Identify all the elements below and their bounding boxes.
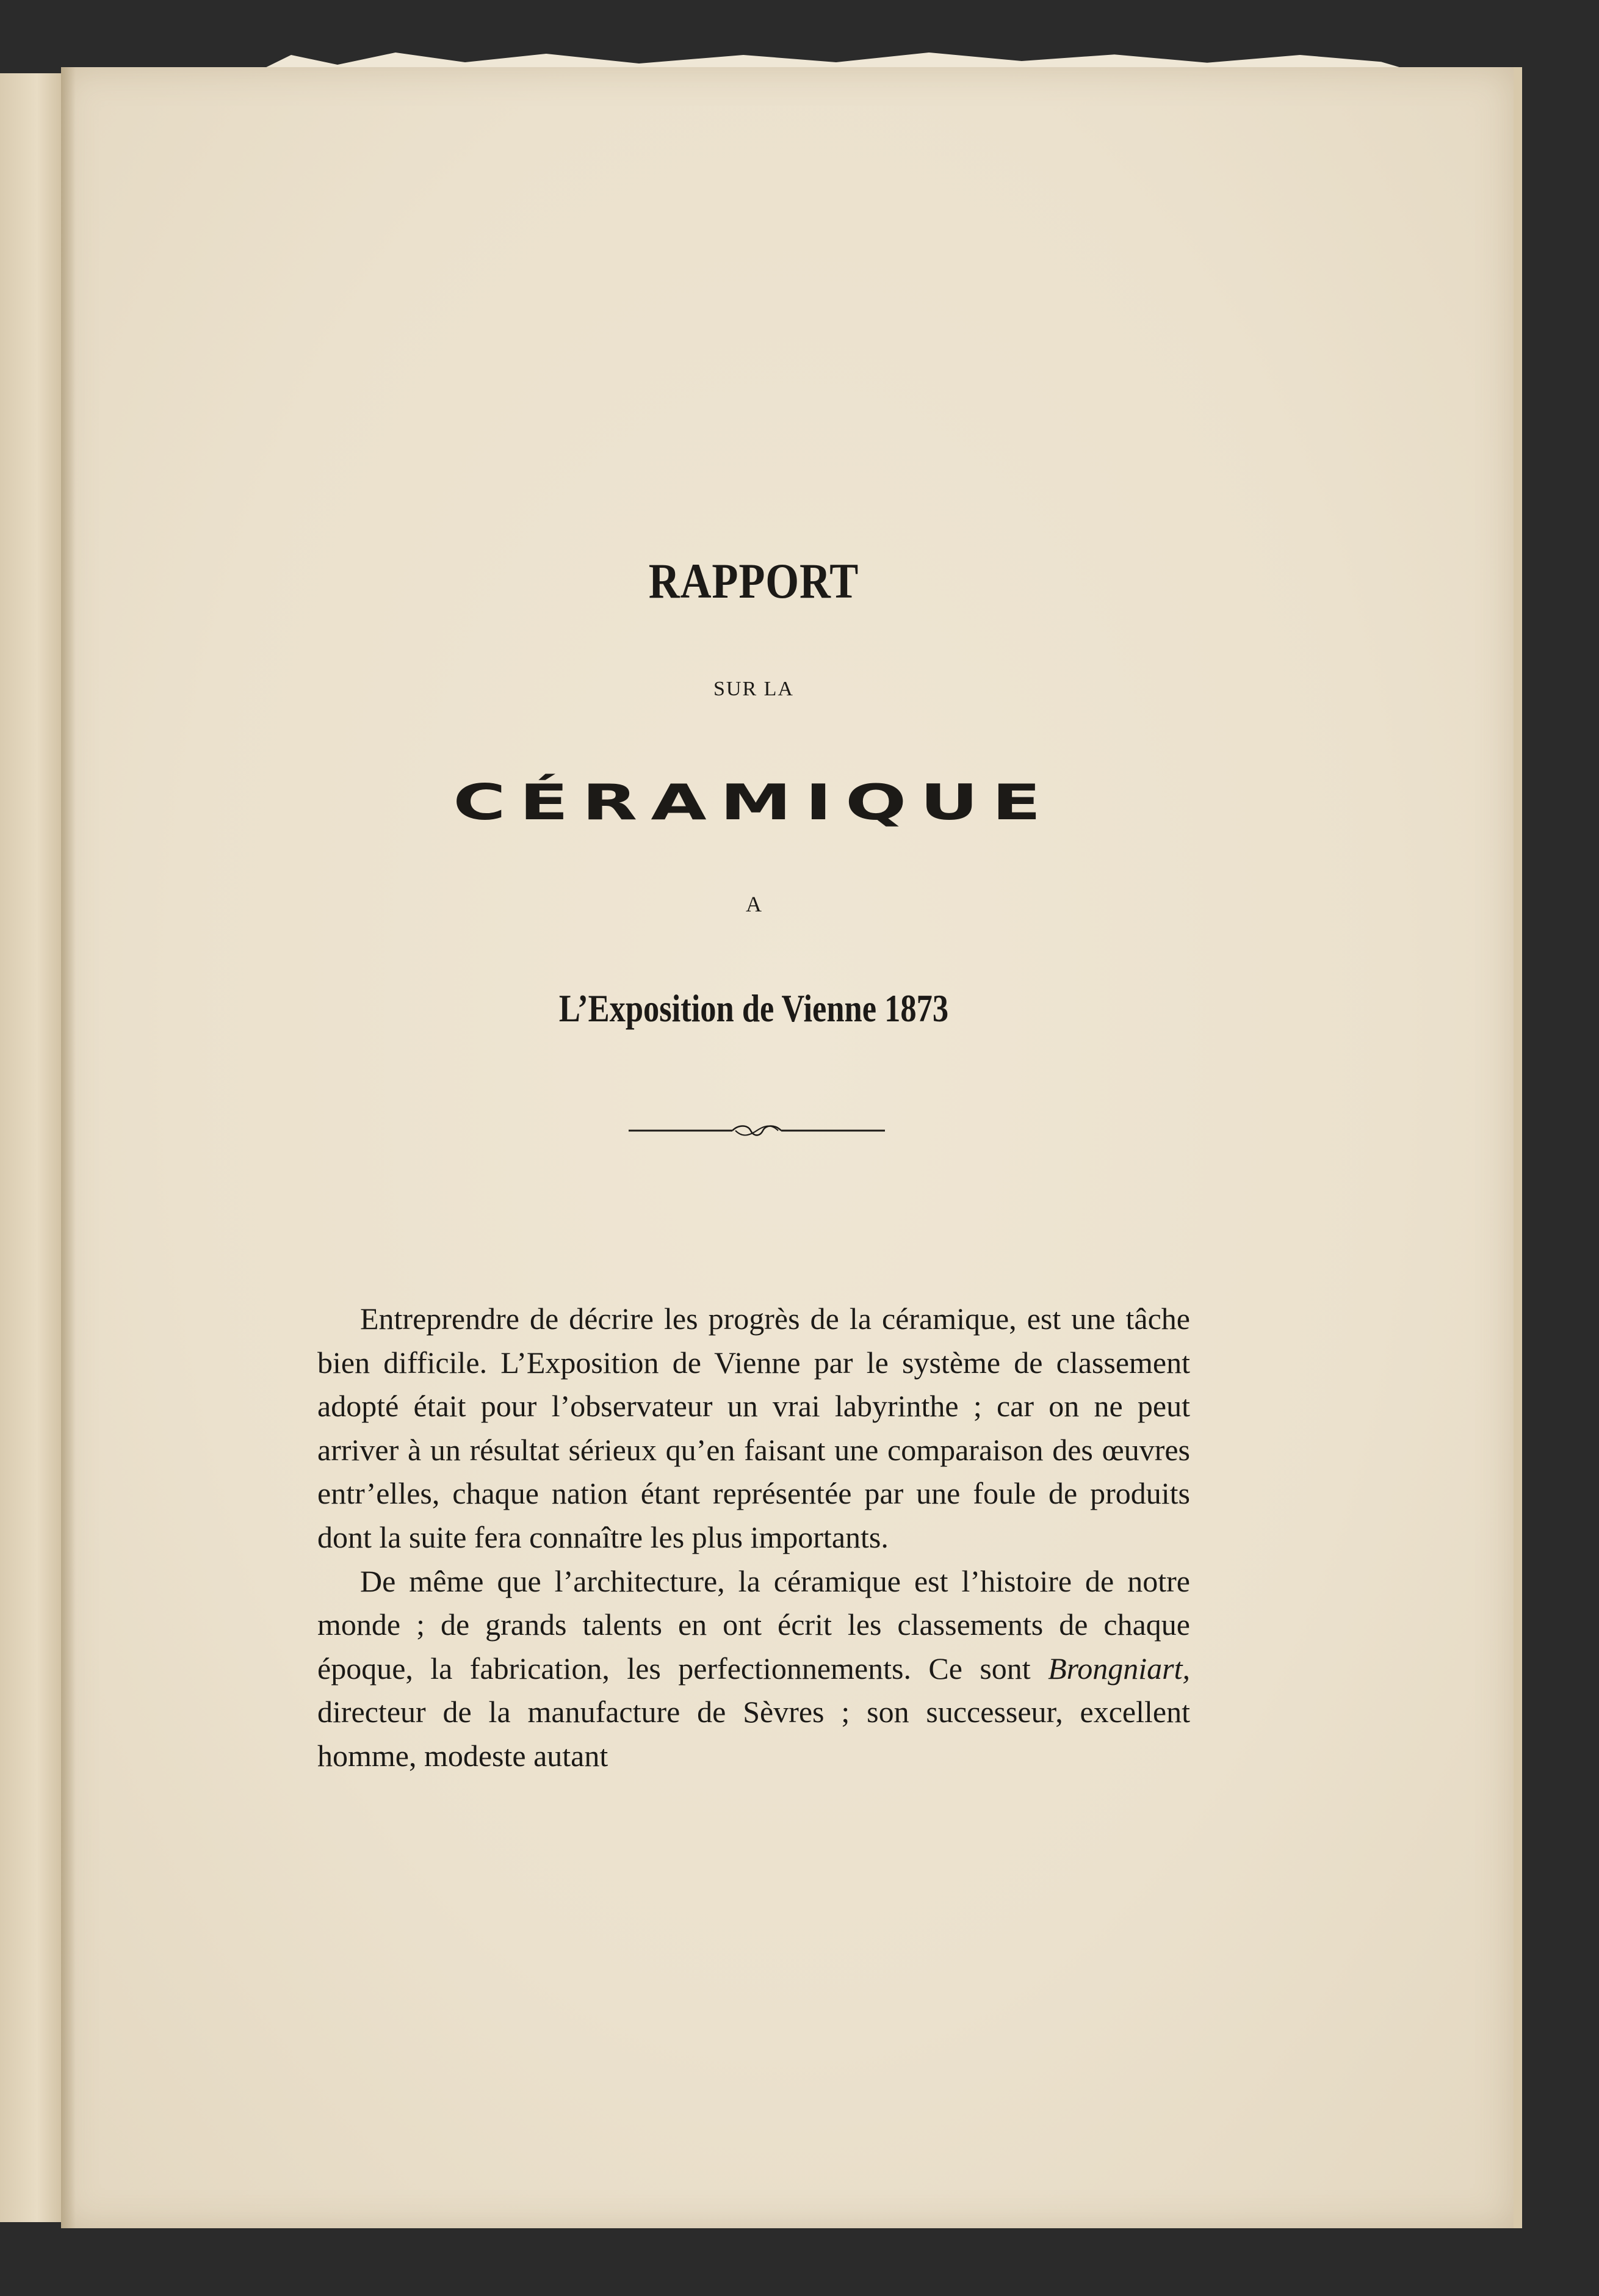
page-content [317, 0, 1190, 2296]
body-text [317, 1297, 1190, 1778]
page-gutter-shadow [61, 67, 76, 2228]
paragraph-1: Entreprendre de décrire les progrès de la céramique, est une tâche bien difficile. L’Exposition de Vienne par le système de classement adopté était pour l’observateur un vrai labyrinthe ; car on ne peut arriver à un résultat sérieux qu’en faisant une comparaison des œuvres entr’elles, chaque nation étant représentée par une foule de produits dont la suite fera connaître les plus importants. [317, 1302, 1190, 1554]
name-brongniart: Brongniart, [1048, 1651, 1190, 1686]
ornament-divider [629, 1123, 885, 1138]
report-connector: A [746, 892, 762, 916]
paragraph-2-start: De même que l’architecture, la céramique est l’histoire de notre monde ; de grands talents en ont écrit les classements de chaque époque, la fabrication, les perfectionnements. Ce sont [317, 1563, 1190, 1686]
report-title: RAPPORT [648, 553, 859, 609]
paragraph-2 [317, 1560, 1190, 1778]
paragraph-2-end: directeur de la manufacture de Sèvres ; son successeur, excellent homme, modeste autant [317, 1695, 1190, 1773]
report-subtitle-sur-la: SUR LA [713, 678, 794, 700]
report-event-title: L’Exposition de Vienne 1873 [558, 987, 949, 1030]
left-page-edge [0, 73, 67, 2222]
report-main-title: CÉRAMIQUE [453, 773, 1055, 831]
